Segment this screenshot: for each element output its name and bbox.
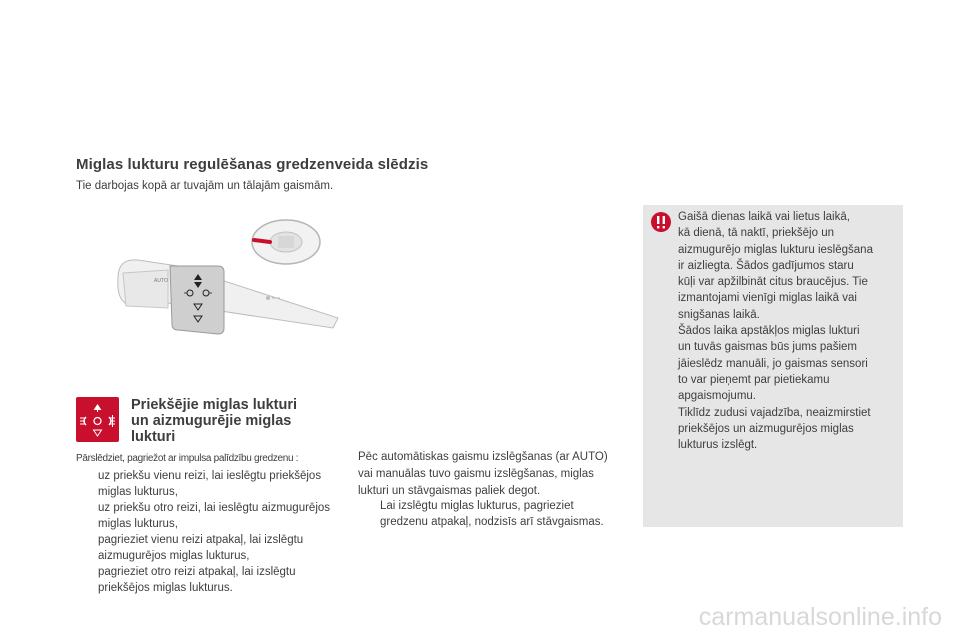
list-item: Lai izslēgtu miglas lukturus, pagrieziet gredzenu atpakaļ, nodzisīs arī stāvgaismas. xyxy=(380,500,604,528)
switch-note: Pārslēdziet, pagriežot ar impulsa palīdzību gredzenu : xyxy=(76,453,299,464)
fog-lights-heading xyxy=(131,397,297,445)
fog-steps-list xyxy=(76,468,336,596)
front-rear-fog-lights-icon xyxy=(76,397,119,442)
list-item: uz priekšu vienu reizi, lai ieslēgtu priekšējos miglas lukturus, xyxy=(98,470,322,498)
fog-lights-heading-line-3: lukturi xyxy=(131,429,176,445)
light-stalk-illustration xyxy=(108,218,343,348)
auto-lights-text: Pēc automātiskas gaismu izslēgšanas (ar AUTO) vai manuālas tuvo gaismu izslēgšanas, miglas lukturi un stāvgaismas paliek degot. xyxy=(358,451,608,497)
warning-exclamation-icon xyxy=(650,211,672,233)
fog-lights-heading-line-1: Priekšējie miglas lukturi xyxy=(131,397,298,413)
list-item: uz priekšu otro reizi, lai ieslēgtu aizmugurējos miglas lukturus, xyxy=(98,502,331,530)
auto-steps-list xyxy=(358,498,618,530)
stalk-auto-label: AUTO xyxy=(154,278,168,284)
fog-lights-heading-line-2: un aizmugurējie miglas xyxy=(131,413,292,429)
steering-wheel-thumbnail xyxy=(252,220,320,264)
warning-text: Gaišā dienas laikā vai lietus laikā, kā dienā, tā naktī, priekšējo un aizmugurējo miglas lukturu ieslēgšana ir aizliegta. Šādos gadījumos staru kūļi var apžilbināt citus braucējus. Tie izmantojami vienīgi miglas laikā vai snigšanas laikā. Šādos laika apstākļos miglas lukturi un tuvās gaismas būs jums pašiem jāieslēdz manuāli, jo gaismas sensori to var pieņemt par pietiekamu apgaismojumu. Tiklīdz zudusi vajadzība, neaizmirstiet priekšējos un aizmugurējos miglas lukturus izslēgt. xyxy=(678,211,873,452)
fog-lights-icon-badge xyxy=(76,397,119,442)
list-item: pagrieziet otro reizi atpakaļ, lai izslēgtu priekšējos miglas lukturus. xyxy=(98,566,296,594)
watermark: carmanualsonline.info xyxy=(698,603,942,631)
intro-text: Tie darbojas kopā ar tuvajām un tālajām gaismām. xyxy=(76,180,334,192)
section-title: Miglas lukturu regulēšanas gredzenveida slēdzis xyxy=(76,156,429,173)
list-item: pagrieziet vienu reizi atpakaļ, lai izslēgtu aizmugurējos miglas lukturus, xyxy=(98,534,304,562)
